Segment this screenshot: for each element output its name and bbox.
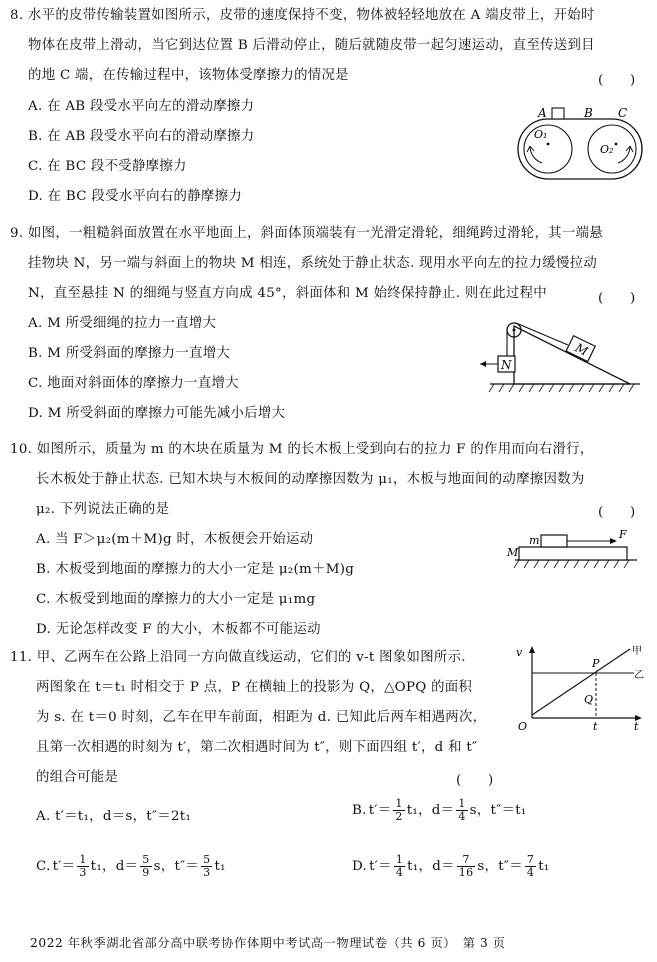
- q11-option-d-frac2-den: 16: [458, 866, 474, 879]
- q11-option-b-letter: B.: [352, 802, 367, 818]
- q11-option-d-seg3: s，t″＝: [477, 858, 523, 874]
- q11-label-v: v: [516, 646, 523, 659]
- q10-stem-line-3: μ₂. 下列说法正确的是: [36, 502, 170, 517]
- q11-answer-paren: ( ): [456, 773, 494, 788]
- page-footer: 2022 年秋季湖北省部分高中联考协作体期中考试高一物理试卷（共 6 页） 第 3 页: [30, 936, 506, 950]
- q9-option-b: B. M 所受斜面的摩擦力一直增大: [28, 346, 231, 361]
- q11-vt-graph: [508, 640, 650, 730]
- q9-stem-line-1: 9. 如图，一粗糙斜面放置在水平地面上，斜面体顶端装有一光滑定滑轮，细绳跨过滑轮，其一端悬: [10, 226, 603, 241]
- q9-option-d: D. M 所受斜面的摩擦力可能先减小后增大: [28, 406, 286, 421]
- q11-option-d-seg4: t₁: [538, 858, 550, 874]
- q11-option-d-letter: D.: [352, 858, 368, 874]
- q11-option-c-frac2-num: 5: [142, 853, 150, 866]
- q11-stem-line-4: 且第一次相遇的时刻为 t′，第二次相遇时间为 t″，则下面四组 t′，d 和 t″: [36, 740, 478, 755]
- q11-option-c-frac2: [140, 854, 151, 879]
- q9-stem-line-2: 挂物块 N，另一端与斜面上的物块 M 相连，系统处于静止状态. 现用水平向左的拉力缓慢拉动: [28, 256, 598, 271]
- q11-stem-line-2: 两图象在 t＝t₁ 时相交于 P 点，P 在横轴上的投影为 Q，△OPQ 的面积: [36, 680, 473, 695]
- q11-option-a-text: t′＝t₁，d＝s，t″＝2t₁: [55, 809, 192, 824]
- q11-option-d-seg2: t₁，d＝: [407, 858, 455, 874]
- q9-incline-figure: [468, 312, 648, 400]
- q11-option-b-frac2: [456, 798, 467, 823]
- q9-answer-paren: ( ): [598, 291, 636, 306]
- q8-label-o1: O₁: [534, 128, 548, 141]
- q11-option-c-seg4: t₁: [214, 858, 226, 874]
- q11-stem-line-3: 为 s. 在 t＝0 时刻，乙车在甲车前面，相距为 d. 已知此后两车相遇两次，: [36, 710, 487, 725]
- q11-option-c-frac1-den: 3: [79, 866, 87, 879]
- q11-option-c: [36, 854, 226, 879]
- q11-option-c-frac3-num: 5: [203, 853, 211, 866]
- q10-label-m-small: m: [529, 534, 540, 547]
- q11-option-b: [352, 798, 527, 823]
- q10-option-d: D. 无论怎样改变 F 的大小，木板都不可能运动: [36, 622, 321, 637]
- q11-option-d-frac1-num: 1: [395, 853, 404, 866]
- q11-option-c-letter: C.: [36, 858, 51, 874]
- q8-stem-line-3: 的地 C 端，在传输过程中，该物体受摩擦力的情况是: [28, 68, 349, 83]
- q11-option-d-frac1: [394, 854, 405, 879]
- q11-option-d-frac3-num: 7: [526, 853, 535, 866]
- q8-answer-paren: ( ): [598, 73, 636, 88]
- q10-option-b: B. 木板受到地面的摩擦力的大小一定是 μ₂(m＋M)g: [36, 562, 355, 577]
- q11-option-c-frac2-den: 9: [142, 866, 150, 879]
- q8-belt-figure: [512, 100, 652, 190]
- q11-option-d: [352, 854, 550, 879]
- q8-label-c: C: [618, 106, 628, 120]
- q9-option-a: A. M 所受细绳的拉力一直增大: [28, 316, 217, 331]
- q11-option-b-seg2: t₁，d＝: [406, 802, 455, 818]
- q11-label-t-axis: t: [634, 720, 639, 730]
- q8-option-d: D. 在 BC 段受水平向右的静摩擦力: [28, 189, 243, 204]
- q11-option-b-seg3: s，t″＝t₁: [469, 802, 527, 818]
- q10-label-m-big: M: [507, 546, 519, 559]
- q11-label-jia: 甲: [632, 646, 642, 657]
- q11-label-o: O: [518, 720, 528, 730]
- q11-option-d-frac3-den: 4: [526, 866, 535, 879]
- q11-option-c-frac1-num: 1: [79, 853, 87, 866]
- q9-label-n: N: [501, 358, 512, 372]
- q11-option-c-seg3: s，t″＝: [153, 858, 200, 874]
- q8-option-b: B. 在 AB 段受水平向右的滑动摩擦力: [28, 129, 255, 144]
- q11-option-b-frac1: [393, 798, 404, 823]
- q11-option-b-frac2-den: 4: [458, 810, 466, 823]
- q8-option-a: A. 在 AB 段受水平向左的滑动摩擦力: [28, 99, 255, 114]
- q11-option-a-letter: A.: [36, 809, 51, 824]
- q11-option-d-seg1: t′＝: [369, 858, 392, 874]
- q11-stem-line-1: 11. 甲、乙两车在公路上沿同一方向做直线运动，它们的 v-t 图象如图所示.: [10, 650, 466, 665]
- q10-answer-paren: ( ): [598, 505, 636, 520]
- q8-label-a: A: [538, 106, 547, 120]
- q11-option-d-frac2-num: 7: [462, 853, 470, 866]
- q8-label-o2: O₂: [600, 143, 614, 156]
- q11-option-c-frac1: [77, 854, 88, 879]
- q8-option-c: C. 在 BC 段不受静摩擦力: [28, 159, 187, 174]
- q11-option-d-frac1-den: 4: [395, 866, 404, 879]
- q11-label-q: Q: [584, 693, 594, 706]
- q11-option-a: [36, 808, 191, 826]
- q11-option-b-frac1-num: 1: [395, 797, 403, 810]
- q10-label-f: F: [619, 528, 627, 541]
- q9-option-c: C. 地面对斜面体的摩擦力一直增大: [28, 376, 239, 391]
- q11-option-c-frac3-den: 3: [203, 866, 211, 879]
- q11-option-b-frac1-den: 2: [395, 810, 403, 823]
- q11-label-t1: t: [593, 720, 598, 730]
- q10-stem-line-1: 10. 如图所示，质量为 m 的木块在质量为 M 的长木板上受到向右的拉力 F 的作用而向右滑行，: [10, 442, 594, 457]
- q9-stem-line-3: N，直至悬挂 N 的细绳与竖直方向成 45°，斜面体和 M 始终保持静止. 则在此过程中: [28, 286, 547, 301]
- q10-block-figure: [505, 528, 645, 574]
- q10-option-a: A. 当 F＞μ₂(m＋M)g 时，木板便会开始运动: [36, 532, 314, 547]
- q11-option-d-frac2: [457, 854, 476, 879]
- q9-label-m: M: [572, 340, 591, 359]
- q10-option-c: C. 木板受到地面的摩擦力的大小一定是 μ₁mg: [36, 592, 316, 607]
- q11-option-b-seg1: t′＝: [368, 802, 392, 818]
- q11-option-d-frac3: [525, 854, 536, 879]
- q8-label-b: B: [584, 106, 593, 120]
- q11-option-b-frac2-num: 1: [458, 797, 466, 810]
- q8-stem-line-2: 物体在皮带上滑动，当它到达位置 B 后滑动停止，随后就随皮带一起匀速运动，直至传送到目: [28, 38, 595, 53]
- q11-label-yi: 乙: [634, 670, 644, 681]
- q10-stem-line-2: 长木板处于静止状态. 已知木块与木板间的动摩擦因数为 μ₁，木板与地面间的动摩擦因数为: [36, 472, 585, 487]
- q11-label-p: P: [592, 657, 600, 670]
- q11-option-c-seg1: t′＝: [52, 858, 76, 874]
- q11-stem-line-5: 的组合可能是: [36, 770, 119, 785]
- q11-option-c-frac3: [201, 854, 212, 879]
- q8-stem-line-1: 8. 水平的皮带传输装置如图所示，皮带的速度保持不变，物体被轻轻地放在 A 端皮带上，开始时: [10, 8, 595, 23]
- q11-option-c-seg2: t₁，d＝: [90, 858, 139, 874]
